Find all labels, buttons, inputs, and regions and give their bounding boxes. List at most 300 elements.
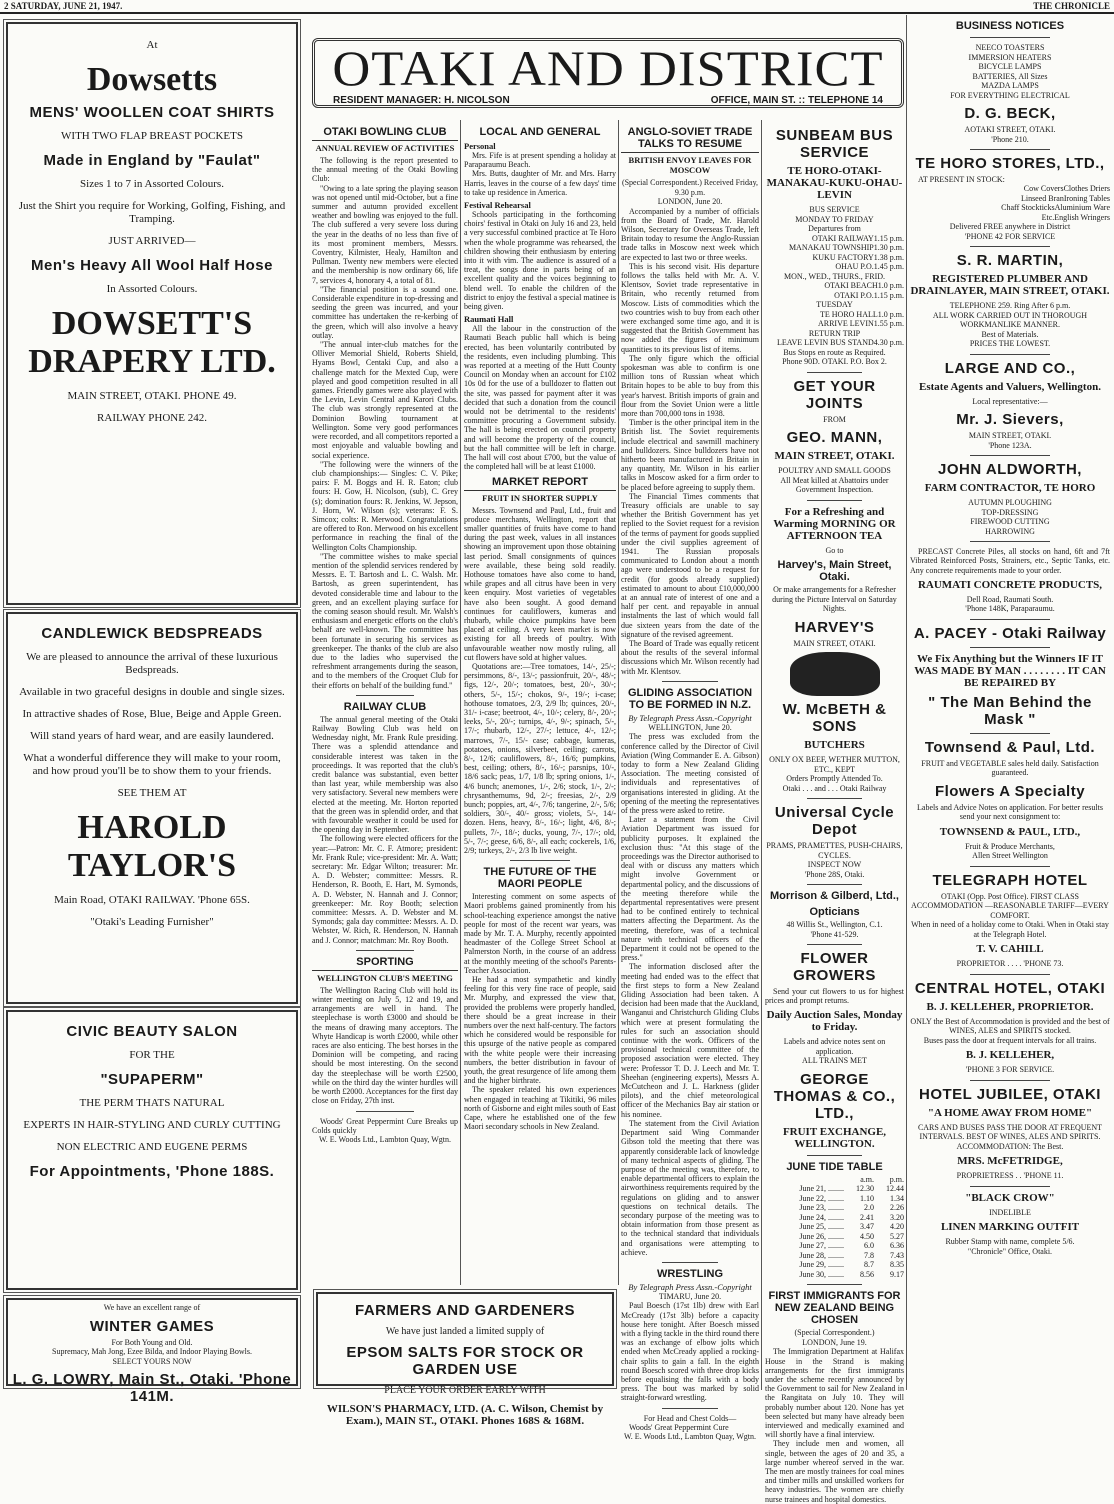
paragraph: Interesting comment on some aspects of Maori problems gained prominently from his school-teaching experience amongst the native people for most of the recent war years, was made by Mr. T. A. Murphy, recently appointed headmaster of the College Street School at Palmerston North, in the course of an address at the monthly meeting of the school's Parents-Teacher Association. <box>464 892 616 975</box>
cell: 4.30 p.m. <box>873 338 904 347</box>
small-line: FRUIT and VEGETABLE sales held daily. Satisfaction guaranteed. <box>921 758 1099 778</box>
small-line: FOR EVERYTHING ELECTRICAL <box>950 90 1070 100</box>
cell: Linseed Bran <box>1020 193 1064 203</box>
display-heading: EPSOM SALTS FOR STOCK OR GARDEN USE <box>346 1344 584 1378</box>
paragraph: The information disclosed after the meeting had ended was to the effect that the first steps to form a New Zealand Gliding Association had been taken. A decision had been made that the Auckland, Wanganui and Christchurch Gliding Clubs which were at present formulating the rules for such an association should continue with the work. Officers of the provisional technical committee of the proposed association were elected. They were: Professor T. D. J. Leech and Mr. T. Sheehan (engineering experts), Messrs A. McCutcheon and J. L. Harkness (glider pilots), and the chief meteorological officer of the Mechanics Bay air station or his nominee. <box>621 962 759 1119</box>
small-line: (Special Correspondent.) <box>794 1328 875 1338</box>
dateline-credit: By Telegraph Press Assn.-Copyright <box>628 1281 752 1292</box>
cell: Ironing Tables <box>1063 193 1110 203</box>
table-row <box>910 203 1110 213</box>
display-heading-large: Dowsetts <box>86 61 218 98</box>
ad-line: Will stand years of hard wear, and are easily laundered. <box>30 730 274 742</box>
divider-rule <box>807 1284 863 1285</box>
tide-row <box>765 1222 904 1232</box>
tide-row <box>765 1232 904 1242</box>
small-line: PRICES THE LOWEST. <box>969 339 1051 349</box>
tide-row <box>765 1251 904 1261</box>
bold-line: B. J. KELLEHER, PROPRIETOR. <box>926 1000 1094 1013</box>
cell: 7.8 <box>864 1250 874 1260</box>
cell: 1.15 p.m. <box>873 290 904 300</box>
cell: 1.10 <box>860 1193 874 1203</box>
paragraph: The following is the report presented to the annual meeting of the Otaki Bowling Club: <box>312 156 458 184</box>
cell: 1.55 p.m. <box>873 319 904 328</box>
cell: June 22, ........ <box>799 1193 844 1203</box>
bold-line: "A HOME AWAY FROM HOME" <box>927 1106 1093 1119</box>
display-heading: Made in England by "Faulat" <box>43 152 261 169</box>
ad-line: Main Road, OTAKI RAILWAY. 'Phone 65S. <box>54 894 250 906</box>
paragraph: He had a most sympathetic and kindly feeling for this very fine race of people, said Mr. Murphy, and expressed the view that, provided the problems were properly handled, there should be a great increase in their numbers over the next half-century. The factors which he considered would be responsible for this upsurge of the native people as compared with the white people were their increasing numbers, the better distribution in favour of youth, the great resurgence of life among them and the higher birthrate. <box>464 975 616 1086</box>
small-line: OTAKI (Opp. Post Office). FIRST CLASS ACCOMMODATION —REASONABLE TARIFF—EVERY COMFORT. <box>911 891 1109 920</box>
small-line: INDELIBLE <box>989 1207 1031 1217</box>
bold-line: RAUMATI CONCRETE PRODUCTS, <box>917 578 1103 591</box>
cell: Etc. <box>1041 212 1055 222</box>
paragraph: This is his second visit. His departure follows the talks held with Mr. A. V. Klentsov, Soviet trade representative in Britain, who recently returned from Moscow. Lists of commodities which the two countries wish to buy from each other were exchanged some time ago, and it is suggested that the British Government has now added the figures of minimum quantities to its previous list of items. <box>621 261 759 354</box>
display-heading: Flowers A Specialty <box>934 782 1086 800</box>
cell: June 21, ........ <box>799 1184 844 1194</box>
display-heading: "SUPAPERM" <box>100 1071 204 1088</box>
display-heading: Townsend & Paul, Ltd. <box>924 738 1096 756</box>
small-line: MAIN STREET, OTAKI. <box>968 431 1052 441</box>
display-heading: GET YOUR JOINTS <box>793 377 876 412</box>
tide-row <box>765 1241 904 1251</box>
cell: OTAKI RAILWAY <box>811 233 874 243</box>
subhead-label: Personal <box>464 141 496 151</box>
small-line: BUS SERVICE <box>809 205 860 214</box>
paragraph: Timber is the other principal item in the British list. The Soviet requirements include electrical and sawmill machinery and bulldozers. Since bulldozers have not hitherto been manufactured in Britain in any quantity, Mr. Wilson in his earlier talks in Moscow asked for a firm order to be placed before agreeing to supply them. <box>621 418 759 492</box>
cell: 5.27 <box>890 1231 904 1241</box>
table-row <box>765 234 904 244</box>
cell: MANAKAU TOWNSHIP <box>788 243 874 252</box>
table-row <box>765 262 904 272</box>
paragraph: The speaker related his own experiences when engaged in teaching at Tikitiki, 96 miles north of Gisborne and eight miles south of East Cape, where he established one of the few Maori secondary schools in New Zealand. <box>464 1085 616 1132</box>
small-line: 'PHONE 3 FOR SERVICE. <box>965 1065 1055 1075</box>
divider-rule <box>807 372 863 373</box>
small-line: All Meat killed at Abattoirs under Government Inspection. <box>780 475 889 494</box>
small-line: Labels and advice notes sent on application. <box>783 1037 886 1056</box>
ad-line: Available in two graceful designs in double and single sizes. <box>19 686 285 698</box>
small-line: For Both Young and Old. <box>111 1337 193 1347</box>
small-line: "Chronicle" Office, Otaki. <box>967 1246 1053 1256</box>
bold-line: BUTCHERS <box>804 739 865 751</box>
headline: SPORTING <box>356 955 414 968</box>
small-line: MONDAY TO FRIDAY <box>795 214 874 224</box>
small-line: RETURN TRIP <box>808 328 861 338</box>
small-line: FIREWOOD CUTTING <box>970 517 1050 527</box>
bold-line: FARM CONTRACTOR, TE HORO <box>924 482 1096 495</box>
bull-illustration-icon <box>790 652 880 696</box>
small-line: INSPECT NOW <box>807 860 862 869</box>
small-line: ONLY OX BEEF, WETHER MUTTON, ETC., KEPT <box>769 755 900 774</box>
divider-rule <box>356 1111 414 1112</box>
divider-rule <box>807 798 863 799</box>
ad-line: WITH TWO FLAP BREAST POCKETS <box>61 130 243 142</box>
cell: June 29, ........ <box>799 1260 844 1270</box>
divider-rule <box>356 695 414 696</box>
cell: 8.35 <box>890 1260 904 1270</box>
cell: Clothes Driers <box>1063 184 1110 194</box>
headline: Harvey's, Main Street, Otaki. <box>777 559 892 583</box>
divider-rule <box>970 866 1050 867</box>
paragraph: All the labour in the construction of the Raumati Beach public hall which is being erected, has been voluntarily contributed by the residents, even including plumbing. This was reported at a meeting of the Hutt County Council on Monday when an account for £102 10s 0d for the use of a bulldozer to flatten out the site, was passed for payment after it was decided that such a donation from the council would not be detrimental to the residents' committee procuring a Government subsidy. The hall is being erected on council property and will become the property of the council, but the hall committee will be left in charge. The hall will cost about £700, but the value of the completed hall will be at least £1000. <box>464 324 616 472</box>
table-row <box>765 291 904 301</box>
small-line: 'Phone 210. <box>991 134 1029 144</box>
display-heading: CENTRAL HOTEL, OTAKI <box>914 979 1106 997</box>
subheadline: WELLINGTON CLUB'S MEETING <box>312 970 458 983</box>
tide-row <box>765 1175 904 1185</box>
divider-rule <box>970 1186 1050 1187</box>
bold-line: We Fix Anything but the Winners IF IT WAS MADE BY MAN . . . . . . . . IT CAN BE REPAIRED BY <box>914 652 1106 689</box>
column-rule <box>761 120 762 1390</box>
cell: OTAKI P.O. <box>834 290 874 300</box>
small-line: Phone 90D. OTAKI. P.O. Box 2. <box>782 357 887 366</box>
cell: 2.0 <box>864 1203 874 1213</box>
small-line: Bus Stops en route as Required. <box>783 347 886 357</box>
page-header <box>0 0 1114 14</box>
cell: 1.0 p.m. <box>877 281 904 290</box>
headline: Morrison & Gilberd, Ltd., <box>770 890 899 902</box>
col2 <box>464 122 616 1287</box>
divider-rule <box>970 619 1050 620</box>
cell: Cow Covers <box>1023 184 1064 194</box>
divider-rule <box>662 1262 717 1263</box>
bold-line: TE HORO-OTAKI-MANAKAU-KUKU-OHAU-LEVIN <box>766 165 903 201</box>
small-line: HARROWING <box>985 526 1035 536</box>
ad-line: PLACE YOUR ORDER EARLY WITH <box>384 1385 546 1396</box>
right <box>910 16 1110 1391</box>
paragraph: The Wellington Racing Club will hold its winter meeting on July 5, 12 and 19, and arrangements are well in hand. The steeplechase is worth £3000 and should be the means of drawing many acceptors. The Whyte Handicap is worth £2000, while other races are also enticing. The best horses in the Dominion will be competing, and racing should be most interesting. On the second day the steeplechase will be worth £2500, while on the third day the winter hurdles will be worth £2000. Acceptances for the first day close on Friday, 27th inst. <box>312 985 458 1106</box>
cell: KUKU FACTORY <box>812 252 874 262</box>
divider-rule <box>510 860 571 861</box>
cell: June 30, ........ <box>799 1269 844 1279</box>
ad-line: Sizes 1 to 7 in Assorted Colours. <box>80 178 224 190</box>
small-line: 'Phone 41-529. <box>810 929 859 939</box>
ad-line: JUST ARRIVED— <box>108 235 196 247</box>
headline: JUNE TIDE TABLE <box>786 1160 883 1173</box>
paragraph: "The annual inter-club matches for the Olliver Memorial Shield, Roberts Shield, Hyams Bowl, Centaki Cup, and also a challenge match for the Mexted Cup, were played and good competition resulted in all games. Friendly games were also played with the Levin, Levin Central and Karori Clubs. The club was strongly represented at the Dominion Bowling tournament at Wellington. Some very good performances were recorded, and all competitors reported a most enjoyable and valuable bowling and social experience. <box>312 340 458 460</box>
divider-rule <box>662 1408 717 1409</box>
cell: June 24, ........ <box>799 1212 844 1222</box>
paragraph: The annual general meeting of the Otaki Railway Bowling Club was held on Wednesday night, Mr. Frank Rule presiding. There was a splendid attendance and considerable interest was taken in the proceedings. It was reported that the club's credit balance was substantial, even better than last year, while membership was also very satisfactory. Several new members were elected at the meeting. Mr. Horton reported that the green was in splendid order, and that with favourable weather it could be used for the opening day in September. <box>312 714 458 835</box>
display-heading: Mr. J. Sievers, <box>956 411 1064 429</box>
cell: 1.0 p.m. <box>877 309 904 319</box>
headline: MARKET REPORT <box>492 475 588 488</box>
small-line: Supremacy, Mah Jong, Ezee Bilda, and Indoor Playing Bowls. <box>52 1347 252 1356</box>
small-line: For Head and Chest Colds— <box>643 1413 737 1423</box>
paragraph: Quotations are:—Tree tomatoes, 14/-, 25/-; persimmons, 8/-, 13/-; passionfruit, 20/-, 48/-; figs, 12/-, 20/-; tomatoes, best, 20/-, 30/-; others, 5/-, 15/-; chokos, 9/-, 19/-; i-case; hothouse tomatoes, 2/3, 2/9 lb; quinces, 20/-, 31/- i-case; beetroot, 4/-, 10/-; celery, 8/-, 20/-; leeks, 5/-, 20/-; turnips, 4/-, 9/-; spinach, 5/-, 17/-; rhubarb, 12/-, 27/-; lettuce, 4/-, 12/-; marrows, 7/-, 15/- case; cabbage, kumeras, potatoes, onions, silverbeet, ceiling; carrots, 8/-, 12/6; cauliflowers, 8/-, 16/6; pumpkins, best, ceiling; others, 8/-, 16/-; parsnips, 10/-, 18/6 sack; peas, 1/7, 1/8 lb; spring onions, 1/-, 4/6 bunch; anemones, 1/-, 2/6; stock, 1/-, 2/-; chrysanthemums, 9d, 2/-; freesias, 2/-, 2/9 bunch; poppies, art, 4/-, 7/6; tangerine, 2/-, 5/6; soldiers, 30/-, 40/- gross; violets, 5/-, 14/- dozen. Hens, heavy, 8/-, 16/-; light, 4/6, 8/-; pullets, 7/-, 18/-; ducks, young, 7/-, 17/-; old, 5/-, 7/-; geese, 6/6, 8/-, all each; cockerels, 1/6, 2/9; turkeys, 2/-, 2/3 lb live weight. <box>464 661 616 856</box>
cell: a.m. <box>860 1174 874 1184</box>
headline: ANGLO-SOVIET TRADE TALKS TO RESUME <box>627 126 753 150</box>
cell: OTAKI BEACH <box>824 281 878 290</box>
cell: 8.56 <box>860 1269 874 1279</box>
divider-rule <box>807 1155 863 1156</box>
cell: June 25, ........ <box>799 1222 844 1232</box>
cell: 2.41 <box>860 1212 874 1222</box>
bold-line: Daily Auction Sales, Monday to Friday. <box>766 1009 903 1034</box>
cell: 4.50 <box>860 1231 874 1241</box>
headline: RAILWAY CLUB <box>343 700 427 713</box>
display-heading: SUNBEAM BUS SERVICE <box>775 127 894 161</box>
ad-line: Just the Shirt you require for Working, Golfing, Fishing, and Tramping. <box>18 200 286 225</box>
tide-row <box>765 1260 904 1270</box>
display-heading: LARGE AND CO., <box>944 359 1076 377</box>
small-line: Or make arrangements for a Refresher during the Picture Interval on Saturday Nights. <box>772 585 897 613</box>
small-line: Otaki . . . and . . . Otaki Railway <box>782 783 887 793</box>
col3 <box>621 122 759 1442</box>
cell: 1.38 p.m. <box>873 252 904 262</box>
cell: Chaff Stockticks <box>1001 203 1055 213</box>
display-heading: CANDLEWICK BEDSPREADS <box>41 625 263 642</box>
office-telephone: OFFICE, MAIN ST. :: TELEPHONE 14 <box>710 95 883 106</box>
bold-line: "BLACK CROW" <box>965 1191 1055 1204</box>
display-heading: GEORGE THOMAS & CO., LTD., <box>773 1070 896 1122</box>
ad-line: In Assorted Colours. <box>106 283 198 295</box>
small-line: MON., WED., THURS., FRID. <box>783 271 886 281</box>
divider-rule <box>807 944 863 945</box>
small-line: 'Phone 123A. <box>988 440 1032 450</box>
cell: 1.34 <box>890 1193 904 1203</box>
tide-row <box>765 1194 904 1204</box>
small-line: Rubber Stamp with name, complete 5/6. <box>945 1237 1075 1247</box>
table-row <box>765 243 904 253</box>
divider-rule <box>807 500 863 501</box>
cell: OHAU P.O. <box>835 262 874 271</box>
ad-line: FOR THE <box>129 1049 175 1061</box>
bold-line: LINEN MARKING OUTFIT <box>940 1221 1080 1234</box>
table-row <box>765 338 904 348</box>
small-line: When in need of a holiday come to Otaki. When in Otaki stay at the Telegraph Hotel. <box>911 920 1109 939</box>
dateline-credit: By Telegraph Press Assn.-Copyright <box>628 712 752 723</box>
small-line: LONDON, June 20. <box>657 197 723 206</box>
headline: BUSINESS NOTICES <box>955 20 1065 32</box>
display-heading: TELEGRAPH HOTEL <box>932 871 1088 889</box>
small-line: PRAMS, PRAMETTES, PUSH-CHAIRS, CYCLES. <box>766 841 903 860</box>
subhead-label: Festival Rehearsal <box>464 200 531 211</box>
small-line: AOTAKI STREET, OTAKI. <box>964 125 1056 134</box>
subheadline: BRITISH ENVOY LEAVES FOR MOSCOW <box>621 152 759 175</box>
divider-rule <box>662 681 717 682</box>
cell: 1.15 p.m. <box>873 233 904 243</box>
display-heading: FARMERS AND GARDENERS <box>355 1302 575 1319</box>
divider-rule <box>970 37 1050 38</box>
cell: 12.44 <box>886 1184 904 1194</box>
ad-candlewick <box>6 612 298 1004</box>
ad-line: NON ELECTRIC AND EUGENE PERMS <box>56 1141 248 1153</box>
section-masthead <box>312 38 904 108</box>
cell: 7.43 <box>890 1250 904 1260</box>
display-heading: " The Man Behind the Mask " <box>928 693 1092 728</box>
small-line: Go to <box>825 545 844 555</box>
small-line: TOP-DRESSING <box>981 507 1039 517</box>
bold-line: MAIN STREET, OTAKI. <box>774 450 895 462</box>
small-line: ALL TRAINS MET <box>802 1056 867 1066</box>
display-heading: JOHN ALDWORTH, <box>938 461 1082 479</box>
divider-rule <box>807 884 863 885</box>
tide-row <box>765 1213 904 1223</box>
small-line: W. E. Woods Ltd., Lambton Quay, Wgtn. <box>318 1134 451 1144</box>
cell: 1.45 p.m. <box>873 262 904 271</box>
small-line: Delivered FREE anywhere in District <box>949 222 1071 232</box>
cell: 4.20 <box>890 1222 904 1232</box>
ad-line: RAILWAY PHONE 242. <box>97 412 207 424</box>
headline: Opticians <box>809 906 860 918</box>
subheadline: ANNUAL REVIEW OF ACTIVITIES <box>312 140 458 153</box>
display-heading: HARVEY'S <box>794 618 875 636</box>
display-heading: WINTER GAMES <box>89 1317 215 1335</box>
divider-rule <box>970 1080 1050 1081</box>
divider-rule <box>970 733 1050 734</box>
paragraph: "The committee wishes to make special mention of the splendid services rendered by Messrs. E. T. Bartosh and L. C. Walsh. Mr. Bartosh, as green superintendent, has devoted considerable time and labour to the green, and an excellent playing surface for the coming season should result. Mr. Walsh's enthusiasm and energetic efforts on the club's behalf are well-known. The committee has been fortunate in securing his services as greenkeeper. The thanks of the club are also due to the ladies who supervised the refreshment arrangements during the season, and to the members of the Croquet Club for their efforts on behalf of the building fund." <box>312 551 458 690</box>
divider-rule <box>970 455 1050 456</box>
bold-line: T. V. CAHILL <box>976 943 1044 956</box>
small-line: Best of Materials. <box>981 329 1039 339</box>
display-heading: D. G. BECK, <box>964 105 1056 122</box>
ad-line: "Otaki's Leading Furnisher" <box>90 916 214 928</box>
small-line: TUESDAY <box>816 300 853 309</box>
display-heading: W. McBETH & SONS <box>782 701 887 735</box>
small-line: MAIN STREET, OTAKI. <box>793 638 876 648</box>
ad-line: EXPERTS IN HAIR-STYLING AND CURLY CUTTING <box>23 1119 281 1131</box>
col1 <box>312 122 458 1287</box>
bold-line: WILSON'S PHARMACY, LTD. (A. C. Wilson, Chemist by Exam.), MAIN ST., OTAKI. Phones 168S & 168M. <box>326 1403 604 1427</box>
small-line: CARS AND BUSES PASS THE DOOR AT FREQUENT INTERVALS. BEST OF WINES, ALES AND SPIRITS. <box>917 1122 1103 1142</box>
small-line: 'PHONE 42 FOR SERVICE <box>964 231 1056 241</box>
headline: LOCAL AND GENERAL <box>479 126 601 138</box>
paragraph: The press was excluded from the conference called by the Director of Civil Aviation (Wing Commander E. A. Gibson) today to form a New Zealand Gliding Association. The meeting consisted of individuals and representatives of organisations interested in gliding. At the opening of the meeting the representatives of the press were asked to retire. <box>621 732 759 815</box>
col4 <box>765 122 904 1504</box>
small-line: 'Phone 148K, Paraparaumu. <box>965 604 1055 614</box>
display-heading: FLOWER GROWERS <box>793 950 876 984</box>
display-heading: L. G. LOWRY, Main St., Otaki. 'Phone 141M. <box>12 1371 292 1405</box>
small-line: BICYCLE LAMPS <box>978 62 1042 71</box>
small-line: TELEPHONE 259. Ring After 6 p.m. <box>949 301 1071 311</box>
cell: June 28, ........ <box>799 1250 844 1260</box>
paragraph: The Immigration Department at Halifax House in the Strand is making arrangements for the first immigrants under the scheme recently announced by the Government to sail for New Zealand in the Rangitata on July 10. They will probably number about 120. None has yet been selected but many have already been interviewed and medically examined and will shortly have a final interview. <box>765 1347 904 1440</box>
paragraph: Accompanied by a number of officials from the Board of Trade, Mr. Harold Wilson, Secretary for Overseas Trade, left Britain today to resume the Anglo-Russian trade talks in Moscow next week which are expected to last two or three weeks. <box>621 206 759 262</box>
table-row <box>765 281 904 291</box>
subheadline: FRUIT IN SHORTER SUPPLY <box>464 490 616 503</box>
cell: p.m. <box>889 1174 904 1184</box>
small-line: FROM <box>823 414 846 424</box>
small-line: Buses pass the door at frequent intervals for all trains. <box>923 1035 1097 1045</box>
ad-line: What a wonderful difference they will make to your room, and how proud you'll be to show them to your friends. <box>23 752 281 777</box>
small-line: BATTERIES, All Sizes <box>972 71 1048 81</box>
paragraph: Later a statement from the Civil Aviation Department was issued for publicity purposes. It explained the exclusion thus: "At this stage of the proceedings was the Director authorised to deal with or discuss any matters which might involve Government or departmental policy, and the discussions of the meeting therefore while the departmental representatives were present had to be confined entirely to technical matters affecting the Department. As the meeting, therefore, was of a technical nature with technical officers of the Department it could not be opened to the press." <box>621 815 759 963</box>
headline: GLIDING ASSOCIATION TO BE FORMED IN N.Z. <box>627 686 753 711</box>
small-line: ONLY the Best of Accommodation is provided and the best of WINES, ALES and SPIRITS stocked. <box>910 1016 1110 1036</box>
cell: 9.17 <box>890 1269 904 1279</box>
paragraph: Mrs. Butts, daughter of Mr. and Mrs. Harry Harris, leaves in the course of a few days' time to take up residence in America. <box>464 169 616 197</box>
page-date: 2 SATURDAY, JUNE 21, 1947. <box>4 1 123 11</box>
display-heading: TE HORO STORES, LTD., <box>915 155 1105 172</box>
small-line: (Special Correspondent.) Received Friday, 9.30 p.m. <box>621 178 759 197</box>
display-heading: HOTEL JUBILEE, OTAKI <box>919 1085 1101 1103</box>
cell: 8.7 <box>864 1260 874 1270</box>
small-line: PROPRIETOR . . . . 'PHONE 73. <box>956 959 1064 969</box>
small-line: NEECO TOASTERS <box>975 43 1045 52</box>
paragraph: "The following were the winners of the club championships:— Singles: C. V. Pike; pairs: F. M. Boggs and H. R. Eaton; club fours: H. Gow, H. Nicolson, (sub), C. Grey (s); domination fours: R. Jenkins, W. Jepson, J. Horn, W. Wilson (s); veterans: F. S. Simcox; colts: R. Merwood. Congratulations are offered to Ron. Merwood on his excellent performance in reaching the final of the Wellington Colts Championship. <box>312 459 458 552</box>
small-line: MAZDA LAMPS <box>981 81 1039 90</box>
small-line: AUTUMN PLOUGHING <box>968 498 1052 508</box>
bold-line: TOWNSEND & PAUL, LTD., <box>939 825 1081 838</box>
paragraph: The only figure which the official spokesman was able to confirm is one million tons of Russian wheat which Britain hopes to be able to buy from this year's harvest. British imports of grain and flour from the Soviet Union were a little more than 700,000 tons in 1938. <box>621 353 759 418</box>
paragraph: The Financial Times comments that Treasury officials are unable to say whether the British Government has yet replied to the Soviet request for a revision of the terms of payment for goods supplied under the civil supplies agreement of 1941. The Russian proposals communicated to London about a month ago were understood to be a request for credit (for goods already supplied) estimated to amount to about £10,000,000 at an annual rate of interest of one and a half per cent. and repayable in annual instalments the last of which would fall due sixteen years from the date of the signature of the revised agreement. <box>621 491 759 639</box>
paragraph: Woods' Great Peppermint Cure <box>629 1423 729 1433</box>
small-line: ALL WORK CARRIED OUT IN THOROUGH WORKMANLIKE MANNER. <box>932 310 1088 330</box>
resident-manager: RESIDENT MANAGER: H. NICOLSON <box>333 95 510 106</box>
cell: 6.0 <box>864 1241 874 1251</box>
table-row <box>765 319 904 329</box>
small-line: W. E. Woods Ltd., Lambton Quay, Wgtn. <box>623 1432 756 1442</box>
small-line: LONDON, June 19. <box>802 1337 867 1347</box>
ad-line: In attractive shades of Rose, Blue, Beige and Apple Green. <box>22 708 282 720</box>
cell: 1.30 p.m. <box>873 243 904 252</box>
ad-lowry <box>6 1298 298 1405</box>
ad-line: At <box>146 39 158 51</box>
paragraph: "The financial position is a sound one. Considerable expenditure in top-dressing and seeding the green was incurred, and your committee has undertaken the re-kerbing of the green, which will also involve a heavy outlay. <box>312 284 458 340</box>
small-line: POULTRY AND SMALL GOODS <box>778 466 891 475</box>
paragraph: The statement from the Civil Aviation Department said Wing Commander Gibson told the meeting that there was apparently considerable lack of knowledge of many technical aspects of gliding. The purpose of the meeting was, therefore, to enable departmental officers to explain the airworthiness requirements required by the regulations on gliding and to answer questions on technical details. The secondary purpose of the meeting was to obtain information from those present as to the technical standard that individuals and organisations were attempting to achieve. <box>621 1118 759 1257</box>
bold-line: FRUIT EXCHANGE, WELLINGTON. <box>782 1125 887 1150</box>
bold-line: For a Refreshing and Warming MORNING OR AFTERNOON TEA <box>773 505 896 542</box>
subhead-label: Raumati Hall <box>464 314 514 325</box>
cell: June 27, ........ <box>799 1241 844 1251</box>
paragraph: AT PRESENT IN STOCK: <box>918 175 1005 184</box>
small-line: Local representative:— <box>972 396 1048 406</box>
ad-line: SEE THEM AT <box>117 787 187 799</box>
display-heading: MENS' WOOLLEN COAT SHIRTS <box>29 104 275 121</box>
ad-line: MAIN STREET, OTAKI. PHONE 49. <box>67 390 237 402</box>
ad-line: We have just landed a limited supply of <box>385 1326 545 1337</box>
small-line: SELECT YOURS NOW <box>112 1356 192 1366</box>
paragraph: Woods' Great Peppermint Cure Breaks up Colds quickly <box>312 1116 458 1135</box>
divider-rule <box>970 541 1050 542</box>
paragraph: Messrs. Townsend and Paul, Ltd., fruit and produce merchants, Wellington, report that smaller quantities of fruits have come to hand during the past week, values in all instances showing an improvement upon those obtaining last period. Small consignments of quinces were available, these being sold readily. Hothouse tomatoes have also come to hand, while grapes and all citrus have been in very keen enquiry. Most varieties of vegetables have also been sought. A good demand continues for cauliflowers, kumeras and rhubarb, while choice pumpkins have been placed at ceiling. A very keen market is now existing for all breeds of poultry. With unfavourable weather now mostly ruling, all cut flowers have sold at higher values. <box>464 505 616 662</box>
newspaper-name: THE CHRONICLE <box>1033 1 1110 11</box>
column-rule <box>618 120 619 1285</box>
divider-rule <box>970 246 1050 247</box>
paragraph: Send your cut flowers to us for highest prices and prompt returns. <box>765 987 904 1006</box>
ad-dowsetts <box>6 22 298 605</box>
divider-rule <box>970 354 1050 355</box>
display-heading: GEO. MANN, <box>786 429 883 446</box>
ad-line: THE PERM THATS NATURAL <box>79 1097 225 1109</box>
display-heading: A. PACEY - Otaki Railway <box>913 624 1107 642</box>
display-heading: Men's Heavy All Wool Half Hose <box>31 257 273 274</box>
divider-rule <box>970 149 1050 150</box>
small-line: TIMARU, June 20. <box>658 1291 722 1301</box>
paragraph: The Board of Trade was equally reticent about the results of the several informal discussions which Mr. Wilson recently had with Mr. Klentsov. <box>621 639 759 676</box>
small-line: Orders Promptly Attended To. <box>786 774 883 783</box>
bold-line: REGISTERED PLUMBER AND DRAINLAYER, MAIN STREET, OTAKI. <box>910 273 1110 298</box>
tide-row <box>765 1184 904 1194</box>
ad-civic <box>6 1010 298 1290</box>
small-line: PROPRIETRESS . . 'PHONE 11. <box>956 1171 1064 1181</box>
table-row <box>910 213 1110 223</box>
table-row <box>910 184 1110 194</box>
divider-rule <box>970 647 1050 648</box>
column-rule <box>460 120 461 1285</box>
paragraph: PRECAST Concrete Piles, all stocks on hand, 6ft and 7ft Vibrated Reinforced Posts, Strainers, etc., Septic Tanks, etc. Any concrete requirements made to your order. <box>910 547 1110 575</box>
small-line: Labels and Advice Notes on application. For better results send your next consignment to: <box>917 802 1103 822</box>
ad-line: We are pleased to announce the arrival of these luxurious Bedspreads. <box>26 651 278 676</box>
bold-line: Estate Agents and Valuers, Wellington. <box>919 380 1101 393</box>
table-row <box>910 194 1110 204</box>
cell: English Wringers <box>1054 212 1110 222</box>
divider-rule <box>356 950 414 951</box>
small-line: WELLINGTON, June 20. <box>648 722 732 732</box>
table-row <box>765 253 904 263</box>
display-heading: Universal Cycle Depot <box>774 804 895 838</box>
